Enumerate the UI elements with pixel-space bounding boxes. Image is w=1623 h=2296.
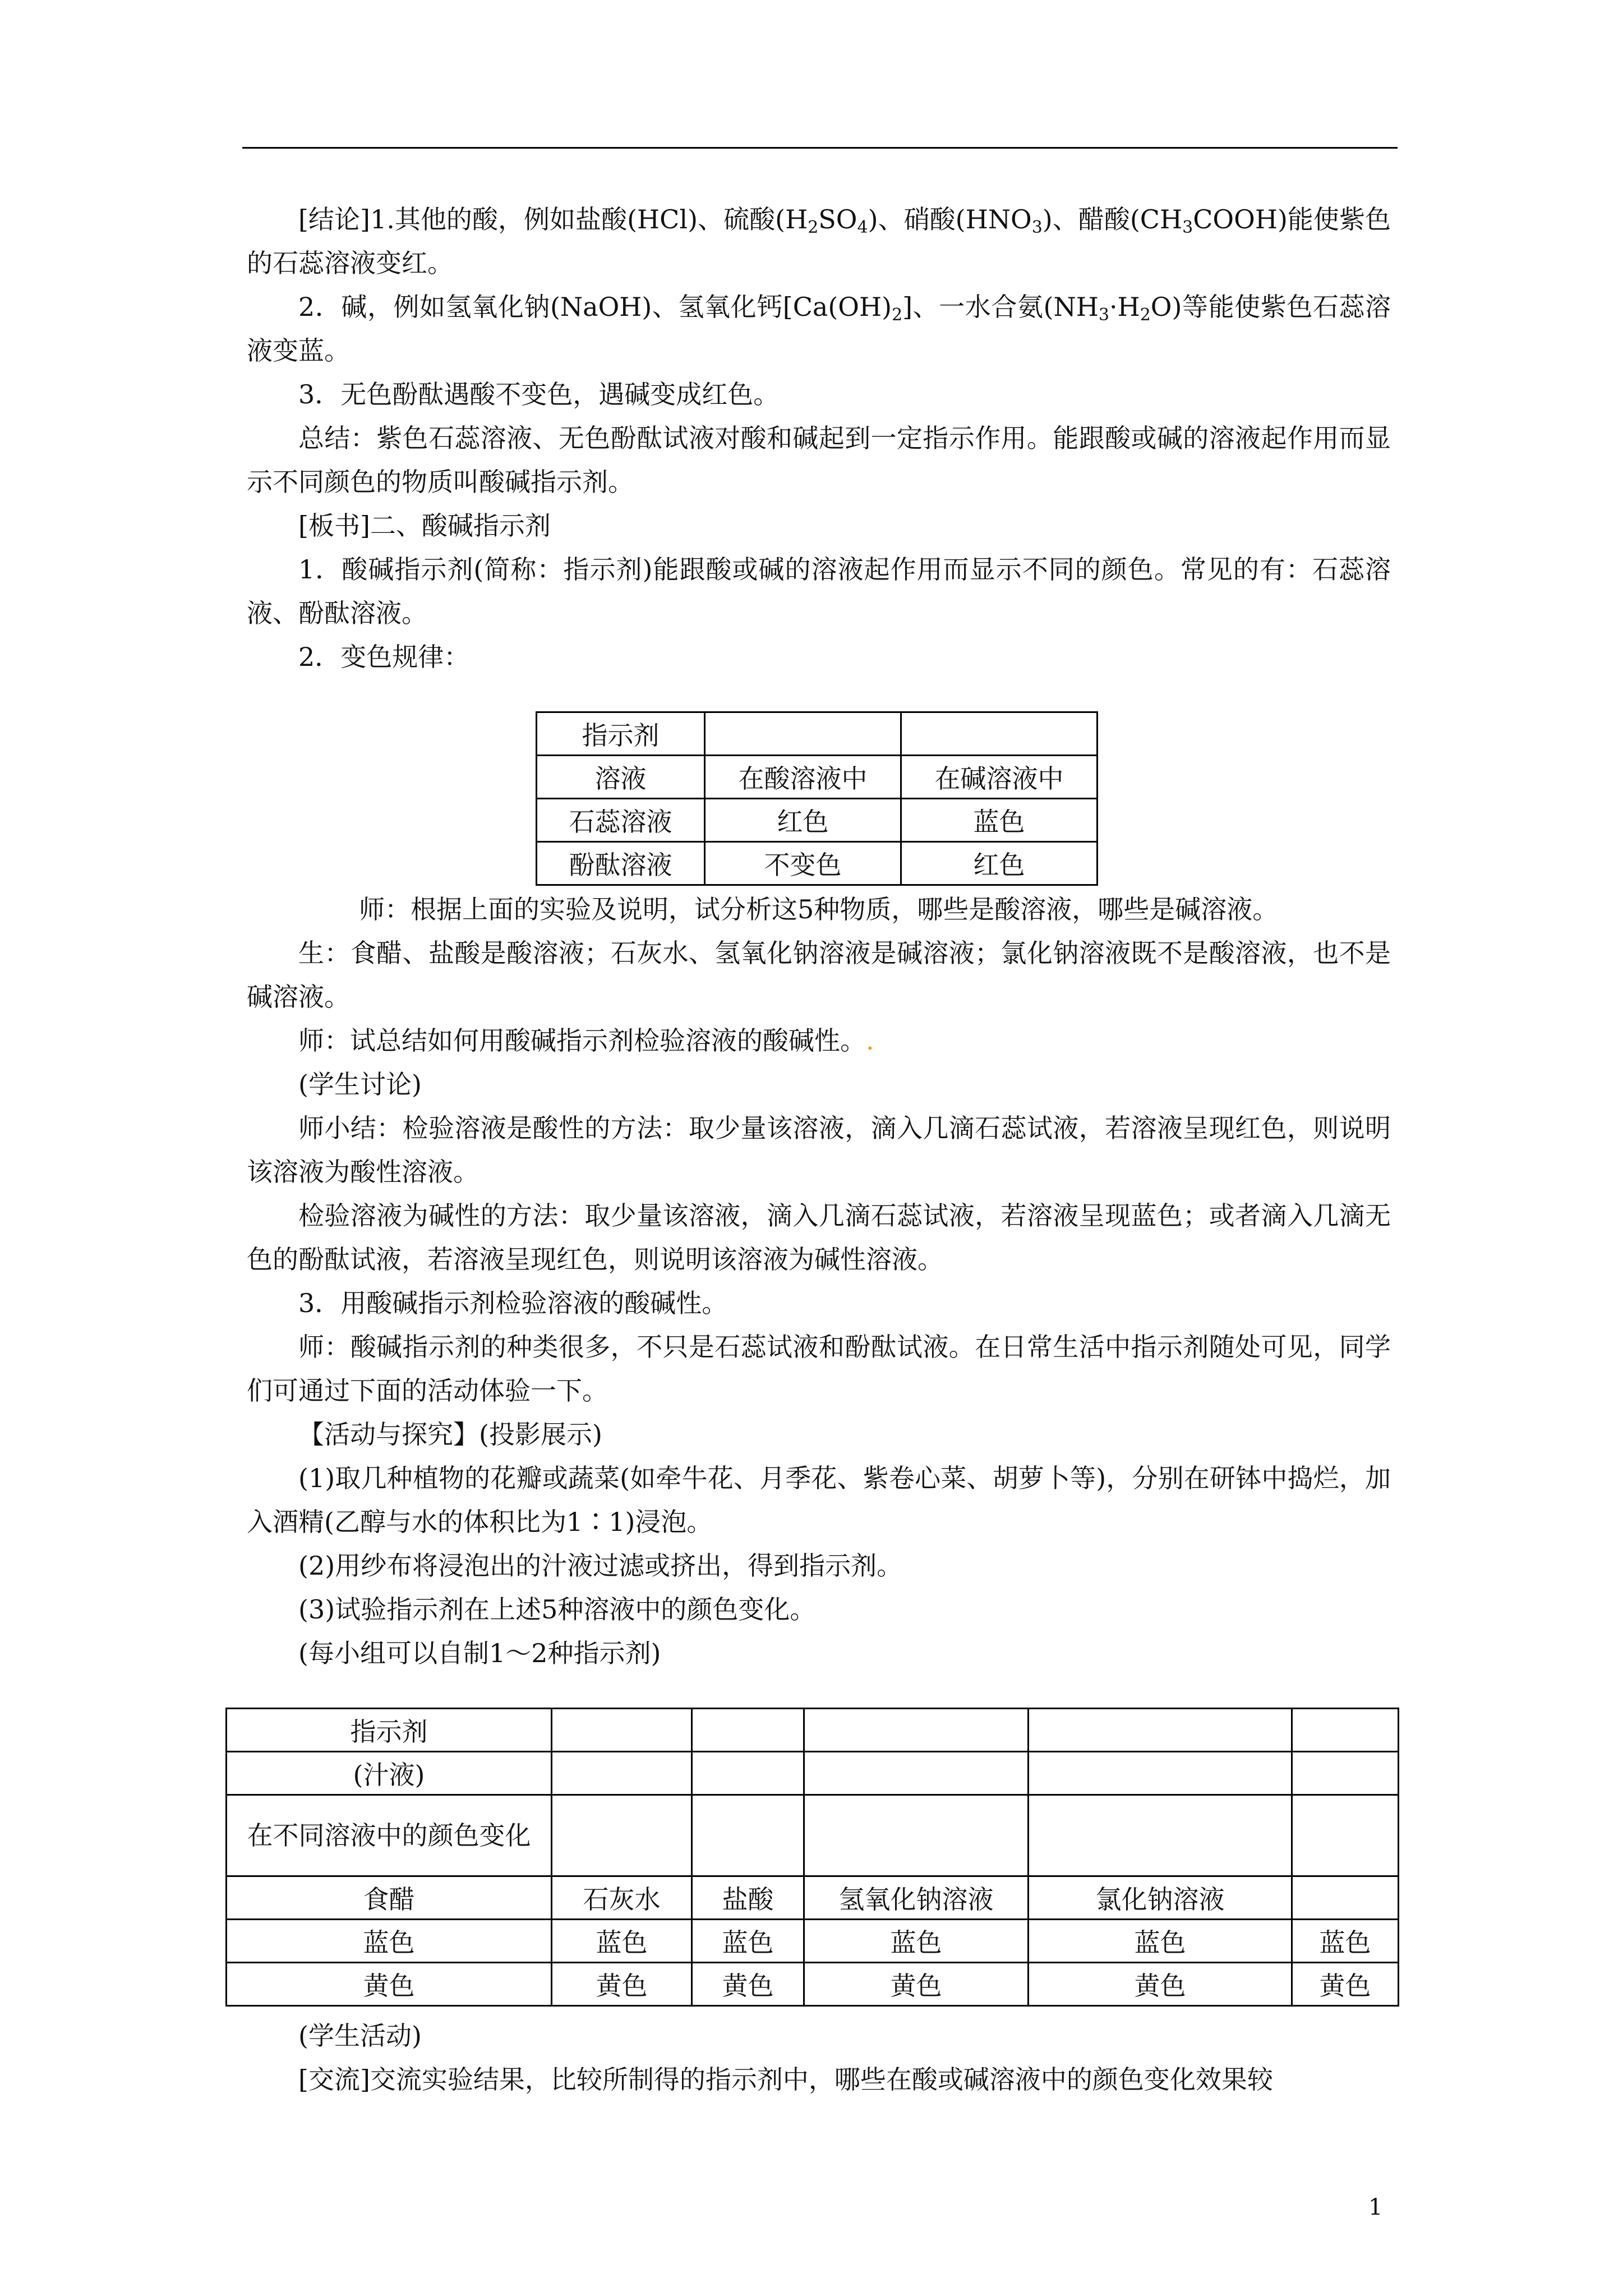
board-point-1: 1．酸碱指示剂(简称：指示剂)能跟酸或碱的溶液起作用而显示不同的颜色。常见的有：石蕊溶液、酚酞溶液。 [247,554,1391,628]
table-cell: 在碱溶液中 [901,756,1098,799]
table-cell: (汁液) [227,1752,552,1795]
table-cell: 溶液 [537,756,705,799]
table-cell [692,1795,804,1876]
table-cell: 石灰水 [552,1876,692,1920]
header-rule [242,147,1398,149]
table-cell: 蓝色 [1029,1920,1292,1963]
table-cell [692,1709,804,1752]
board-heading: [板书]二、酸碱指示剂 [298,510,551,541]
table-cell: 黄色 [227,1963,552,2006]
board-point-3: 3．用酸碱指示剂检验溶液的酸碱性。 [298,1288,728,1318]
student-activity: (学生活动) [298,2021,422,2051]
table-cell: 指示剂 [537,712,705,756]
table-row [227,1963,1399,2006]
table-row [227,1876,1399,1920]
conclusion-3: 3．无色酚酞遇酸不变色，遇碱变成红色。 [298,379,780,409]
table-cell: 指示剂 [227,1709,552,1752]
table-cell: 蓝色 [901,799,1098,842]
table-cell: 红色 [705,799,901,842]
table-cell [552,1795,692,1876]
activity-step-1: (1)取几种植物的花瓣或蔬菜(如牵牛花、月季花、紫卷心菜、胡萝卜等)，分别在研钵中捣烂，加入酒精(乙醇与水的体积比为1∶1)浸泡。 [247,1463,1391,1537]
table-cell: 蓝色 [804,1920,1029,1963]
table-row [537,799,1098,842]
table-cell: 黄色 [692,1963,804,2006]
teacher-prompt: 师：试总结如何用酸碱指示剂检验溶液的酸碱性。. [298,1025,874,1056]
table-cell: 盐酸 [692,1876,804,1920]
exchange-paragraph: [交流]交流实验结果，比较所制得的指示剂中，哪些在酸或碱溶液中的颜色变化效果较 [298,2064,1273,2095]
table-row [227,1752,1399,1795]
table-row [227,1795,1399,1876]
conclusion-1: [结论]1.其他的酸，例如盐酸(HCl)、硫酸$(H_2SO_4)$、硝酸$(HNO_3)$、醋酸$(CH_3COOH)$能使紫色的石蕊溶液变红。 [247,204,1391,278]
page-body-3 [247,2014,1391,2101]
activity-heading: 【活动与探究】(投影展示) [298,1419,602,1450]
table-cell [1292,1795,1399,1876]
student-discussion: (学生讨论) [298,1069,422,1099]
table-cell [705,712,901,756]
table-cell [552,1709,692,1752]
teacher-intro: 师：酸碱指示剂的种类很多，不只是石蕊试液和酚酞试液。在日常生活中指示剂随处可见，同学们可通过下面的活动体验一下。 [247,1332,1391,1406]
table-cell [1292,1709,1399,1752]
table-cell [1292,1876,1399,1920]
table-cell: 黄色 [1029,1963,1292,2006]
table-cell [1292,1752,1399,1795]
table-cell [804,1752,1029,1795]
table-row [227,1709,1399,1752]
student-answer: 生：食醋、盐酸是酸溶液；石灰水、氢氧化钠溶液是碱溶液；氯化钠溶液既不是酸溶液，也不是碱溶液。 [247,938,1391,1012]
table-cell: 氯化钠溶液 [1029,1876,1292,1920]
conclusion-2: 2．碱，例如氢氧化钠(NaOH)、氢氧化钙$[Ca(OH)_2]$、一水合氨$(NH_3\cdot H_2O)$等能使紫色石蕊溶液变蓝。 [247,292,1391,366]
table-cell: 在酸溶液中 [705,756,901,799]
table-cell: 酚酞溶液 [537,842,705,885]
table-row [537,842,1098,885]
base-test-method: 检验溶液为碱性的方法：取少量该溶液，滴入几滴石蕊试液，若溶液呈现蓝色；或者滴入几滴无色的酚酞试液，若溶液呈现红色，则说明该溶液为碱性溶液。 [247,1200,1391,1274]
activity-note: (每小组可以自制1～2种指示剂) [298,1638,661,1668]
table-cell: 石蕊溶液 [537,799,705,842]
table-cell: 食醋 [227,1876,552,1920]
table-cell: 蓝色 [1292,1920,1399,1963]
activity-step-2: (2)用纱布将浸泡出的汁液过滤或挤出，得到指示剂。 [298,1550,903,1581]
table-cell: 在不同溶液中的颜色变化 [227,1795,552,1876]
color-rule-table [536,711,1098,886]
page-number: 1 [1368,2194,1383,2220]
table-cell: 氢氧化钠溶液 [804,1876,1029,1920]
indicator-test-table [225,1708,1399,2007]
activity-step-3: (3)试验指示剂在上述5种溶液中的颜色变化。 [298,1594,816,1625]
table-row [537,756,1098,799]
table-row [227,1920,1399,1963]
page-body-2 [247,887,1391,1675]
table-cell [552,1752,692,1795]
table-cell: 蓝色 [227,1920,552,1963]
teacher-question: 师：根据上面的实验及说明，试分析这5种物质，哪些是酸溶液，哪些是碱溶液。 [359,894,1279,924]
table-cell: 红色 [901,842,1098,885]
table-cell [1029,1709,1292,1752]
table-cell: 黄色 [804,1963,1029,2006]
table-cell: 蓝色 [692,1920,804,1963]
page-body [247,197,1391,679]
stray-dot: . [866,1025,874,1056]
table-cell: 黄色 [1292,1963,1399,2006]
table-cell [804,1795,1029,1876]
table-cell: 黄色 [552,1963,692,2006]
table-cell [804,1709,1029,1752]
board-point-2: 2．变色规律： [298,642,470,672]
table-cell [1029,1752,1292,1795]
table-cell: 蓝色 [552,1920,692,1963]
table-cell [1029,1795,1292,1876]
teacher-summary: 师小结：检验溶液是酸性的方法：取少量该溶液，滴入几滴石蕊试液，若溶液呈现红色，则说明该溶液为酸性溶液。 [247,1113,1391,1187]
summary: 总结：紫色石蕊溶液、无色酚酞试液对酸和碱起到一定指示作用。能跟酸或碱的溶液起作用而显示不同颜色的物质叫酸碱指示剂。 [247,423,1391,497]
table-cell [692,1752,804,1795]
table-cell: 不变色 [705,842,901,885]
table-cell [901,712,1098,756]
table-row [537,712,1098,756]
